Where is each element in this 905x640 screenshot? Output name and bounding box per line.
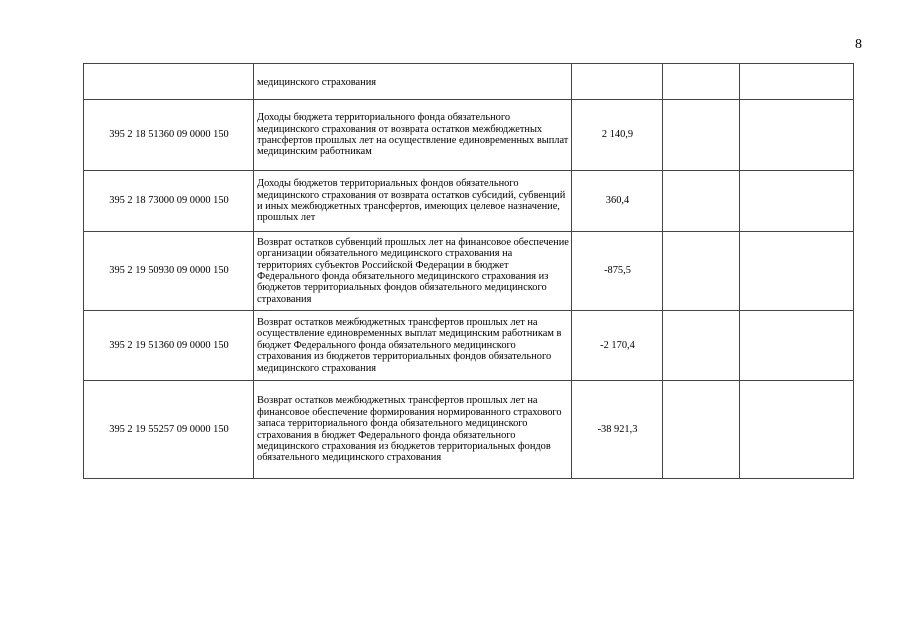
amount-cell	[572, 64, 663, 100]
empty-cell	[663, 100, 740, 171]
budget-revenue-table	[83, 63, 854, 479]
empty-cell	[740, 100, 854, 171]
empty-cell	[740, 232, 854, 311]
description-cell: медицинского страхования	[254, 64, 572, 100]
empty-cell	[740, 381, 854, 479]
budget-code-cell: 395 2 19 51360 09 0000 150	[84, 311, 254, 381]
budget-code-cell: 395 2 19 50930 09 0000 150	[84, 232, 254, 311]
budget-code-cell	[84, 64, 254, 100]
table-row	[84, 311, 854, 381]
table-row	[84, 100, 854, 171]
description-cell: Возврат остатков субвенций прошлых лет на финансовое обеспечение организации обязательного медицинского страхования на территориях субъектов Российской Федерации в бюджет Федерального фонда обязательного медицинского страхования из бюджетов территориальных фондов обязательного медицинского страхования	[254, 232, 572, 311]
description-cell: Доходы бюджета территориального фонда обязательного медицинского страхования от возврата остатков межбюджетных трансфертов прошлых лет на осуществление единовременных выплат медицинским работникам	[254, 100, 572, 171]
empty-cell	[663, 311, 740, 381]
page-number: 8	[855, 37, 862, 52]
table-row	[84, 171, 854, 232]
amount-cell: 2 140,9	[572, 100, 663, 171]
empty-cell	[663, 232, 740, 311]
empty-cell	[740, 64, 854, 100]
amount-cell: -38 921,3	[572, 381, 663, 479]
budget-code-cell: 395 2 19 55257 09 0000 150	[84, 381, 254, 479]
table-row	[84, 232, 854, 311]
description-cell: Возврат остатков межбюджетных трансфертов прошлых лет на финансовое обеспечение формирования нормированного страхового запаса территориального фонда обязательного медицинского страхования в бюджет Федерального фонда обязательного медицинского страхования из бюджетов территориальных фондов обязательного медицинского страхования	[254, 381, 572, 479]
description-cell: Доходы бюджетов территориальных фондов обязательного медицинского страхования от возврата остатков субсидий, субвенций и иных межбюджетных трансфертов, имеющих целевое назначение, прошлых лет	[254, 171, 572, 232]
table-row	[84, 381, 854, 479]
amount-cell: -875,5	[572, 232, 663, 311]
table-row	[84, 64, 854, 100]
empty-cell	[740, 311, 854, 381]
amount-cell: 360,4	[572, 171, 663, 232]
empty-cell	[663, 171, 740, 232]
budget-code-cell: 395 2 18 51360 09 0000 150	[84, 100, 254, 171]
amount-cell: -2 170,4	[572, 311, 663, 381]
description-cell: Возврат остатков межбюджетных трансфертов прошлых лет на осуществление единовременных выплат медицинским работникам в бюджет Федерального фонда обязательного медицинского страхования из бюджетов территориальных фондов обязательного медицинского страхования	[254, 311, 572, 381]
empty-cell	[740, 171, 854, 232]
empty-cell	[663, 64, 740, 100]
empty-cell	[663, 381, 740, 479]
budget-code-cell: 395 2 18 73000 09 0000 150	[84, 171, 254, 232]
